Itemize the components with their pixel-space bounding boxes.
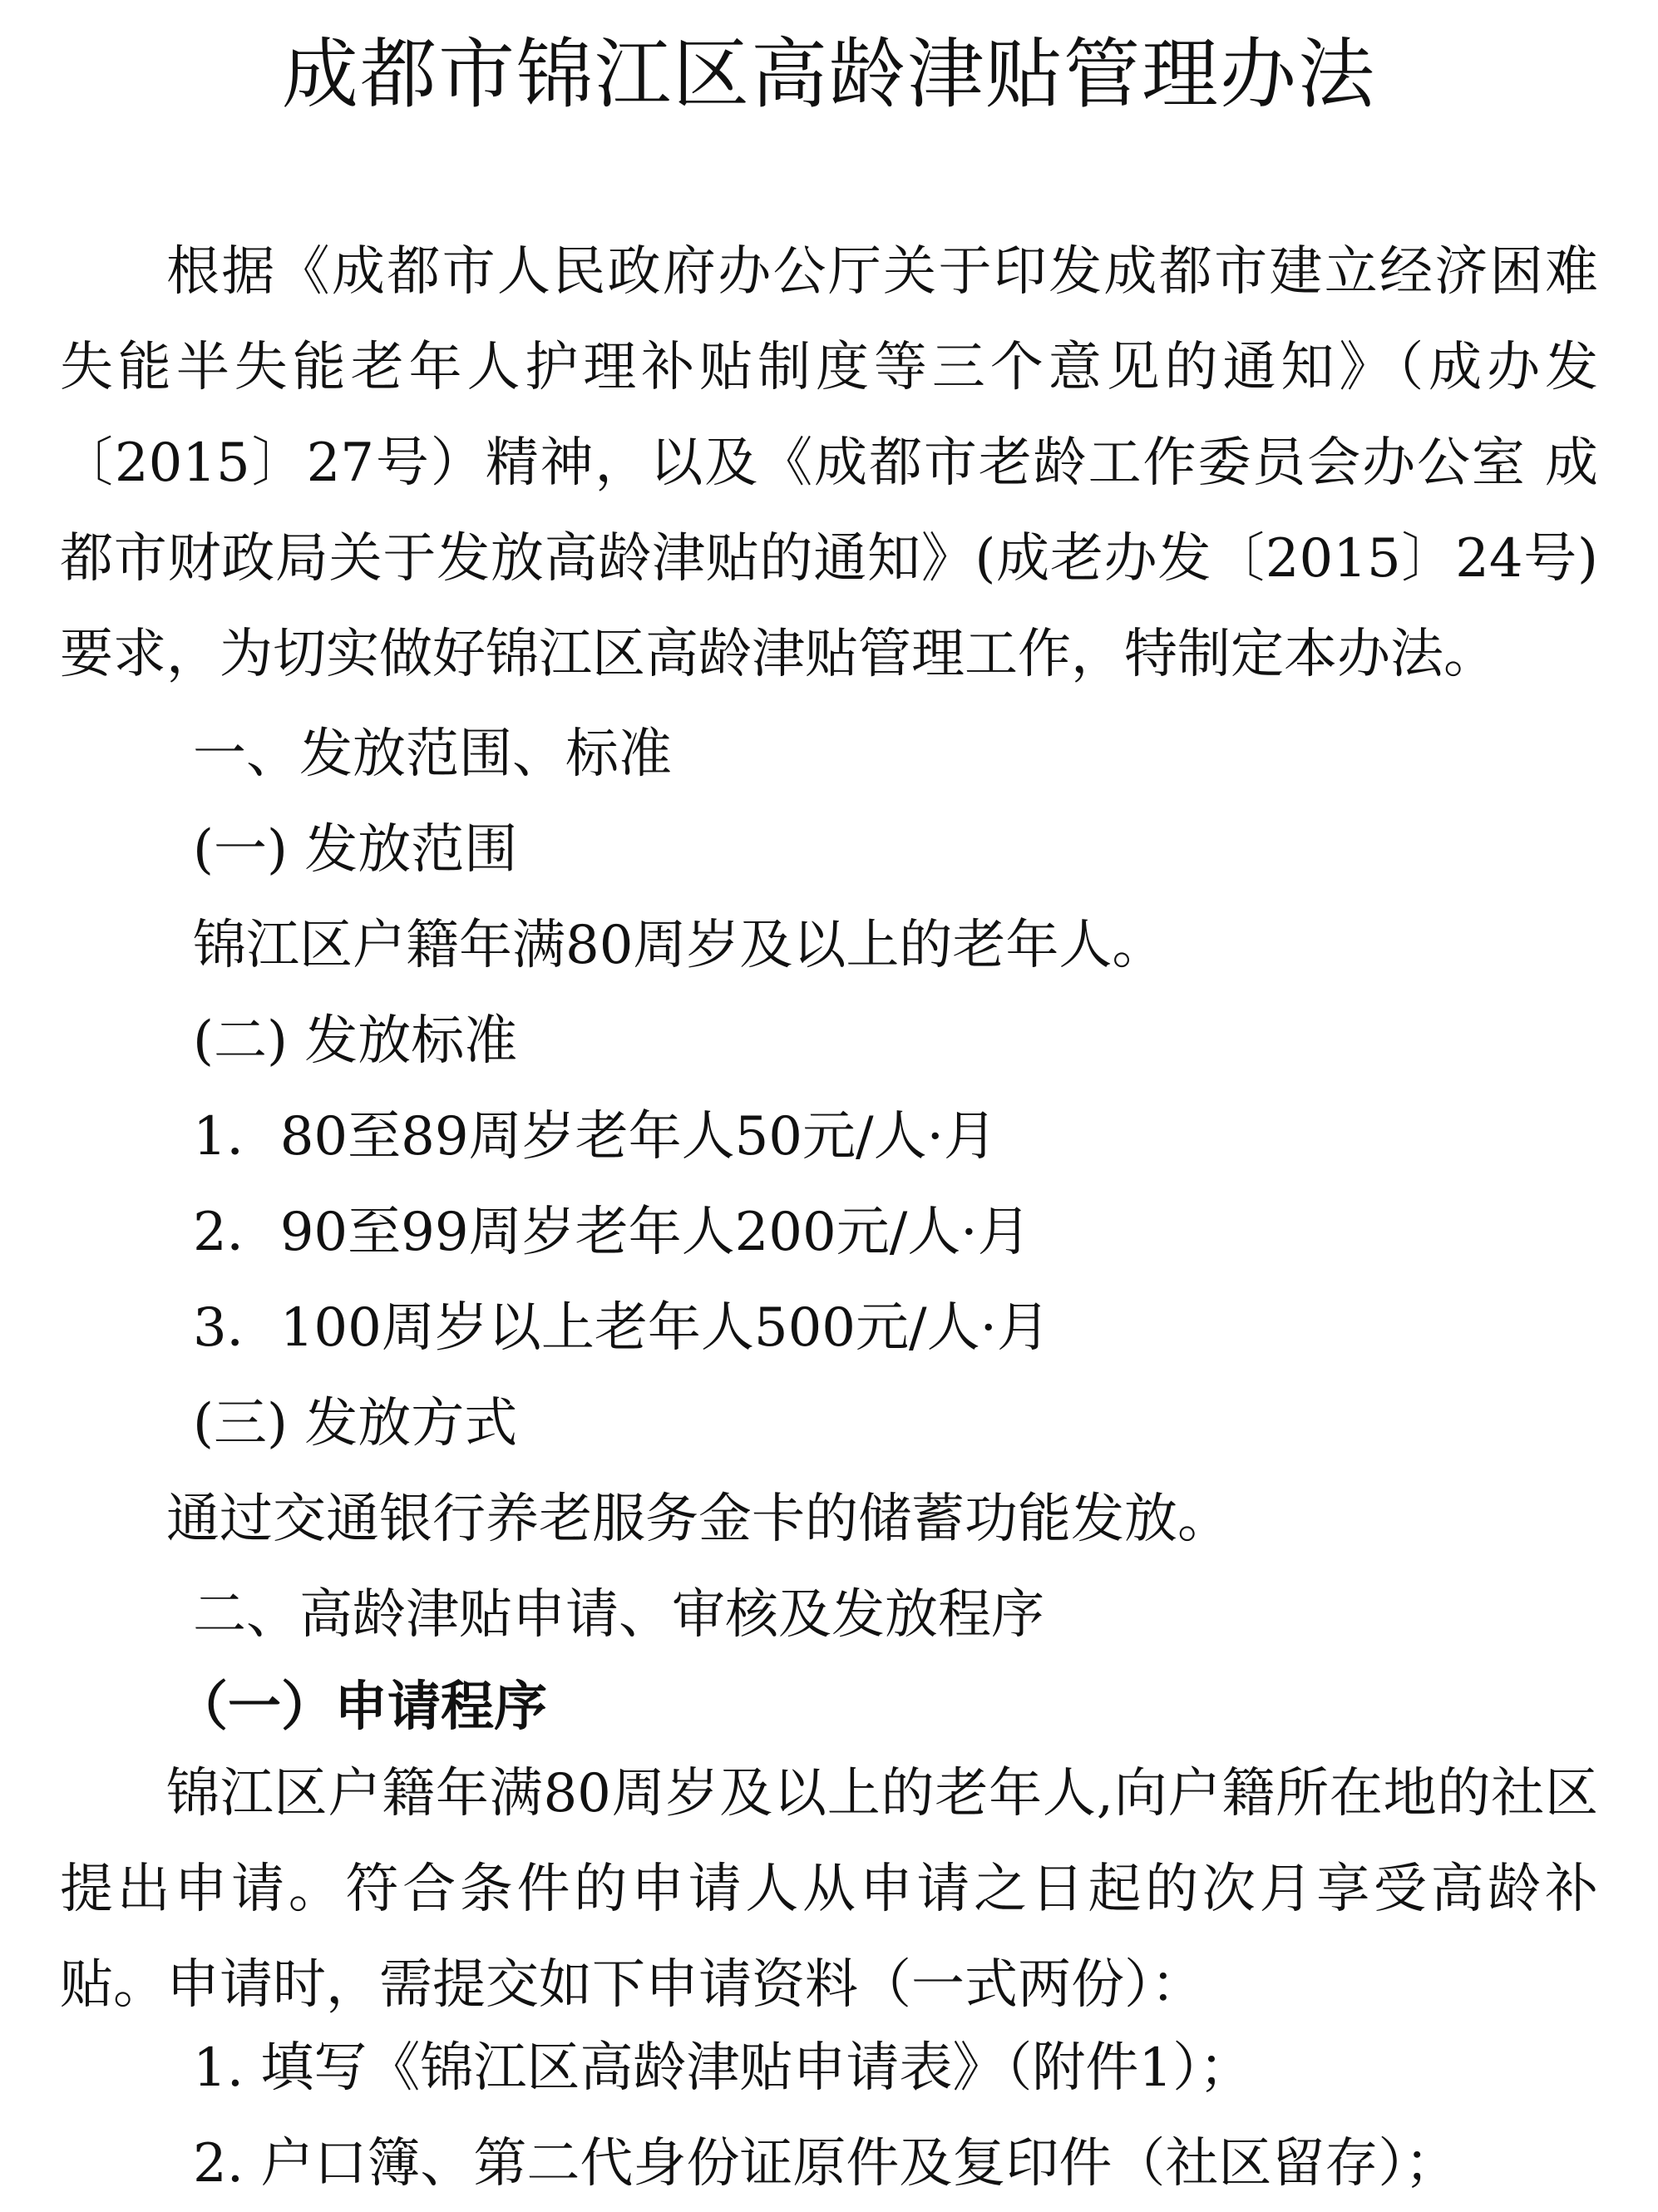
standard-item-1: 1．80至89周岁老年人50元/人·月: [193, 1106, 997, 1168]
apply-paragraph: 锦江区户籍年满80周岁及以上的老年人,向户籍所在地的社区提出申请。符合条件的申请人从申请之日起的次月享受高龄补贴。申请时，需提交如下申请资料（一式两份）：: [60, 1763, 1598, 2016]
intro-paragraph: 根据《成都市人民政府办公厅关于印发成都市建立经济困难失能半失能老年人护理补贴制度等三个意见的通知》（成办发〔2015〕27号）精神，以及《成都市老龄工作委员会办公室 成都市财政局关于发放高龄津贴的通知》(成老办发〔2015〕24号)要求，为切实做好锦江区高龄津贴管理工作，特制定本办法。: [60, 241, 1598, 685]
material-item-2: 2. 户口簿、第二代身份证原件及复印件（社区留存）；: [193, 2133, 1458, 2195]
material-item-1: 1. 填写《锦江区高龄津贴申请表》（附件1）；: [193, 2037, 1253, 2099]
standard-item-3: 3．100周岁以上老年人500元/人·月: [193, 1297, 1050, 1359]
document-title: 成都市锦江区高龄津贴管理办法: [281, 30, 1376, 119]
sub1-text: 锦江区户籍年满80周岁及以上的老年人。: [193, 915, 1166, 976]
standard-item-2: 2．90至99周岁老年人200元/人·月: [193, 1202, 1031, 1263]
sub2-heading: (二) 发放标准: [193, 1010, 518, 1072]
sec2-sub1-heading: （一）申请程序: [175, 1676, 547, 1738]
section1-heading: 一、发放范围、标准: [193, 723, 672, 785]
sub1-heading: (一) 发放范围: [193, 819, 518, 881]
sub3-text: 通过交通银行养老服务金卡的储蓄功能发放。: [166, 1489, 1231, 1550]
sub3-heading: (三) 发放方式: [193, 1393, 518, 1454]
section2-heading: 二、高龄津贴申请、审核及发放程序: [193, 1584, 1044, 1646]
